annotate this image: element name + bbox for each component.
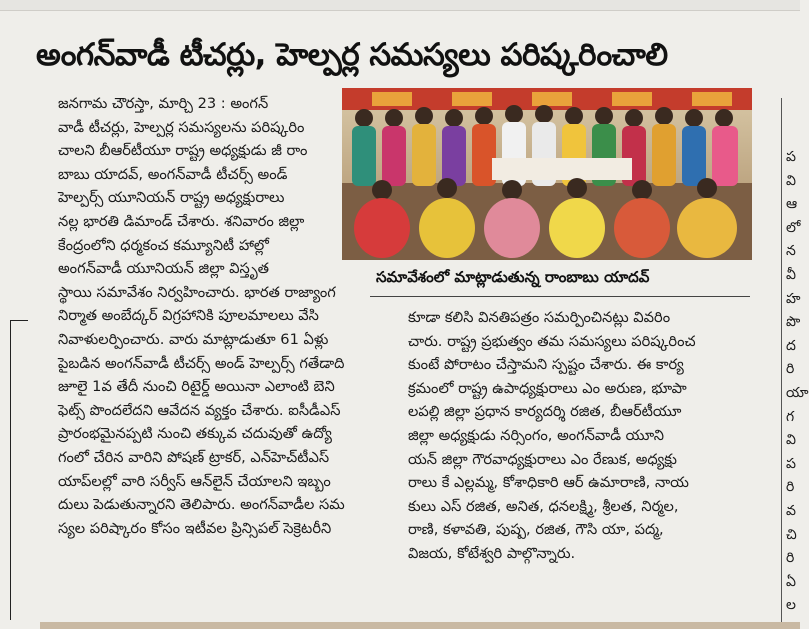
text-line: దులు పెడుతున్నారని తెలిపారు. అంగన్‌వాడీల సమ: [58, 496, 345, 514]
fragment-char: వి: [786, 172, 796, 189]
fragment-char: ల: [786, 597, 796, 614]
adjacent-article-fragment: [786, 146, 809, 626]
fragment-char: ప: [786, 455, 796, 472]
text-line: విజయ, కోటేశ్వరి పాల్గొన్నారు.: [408, 544, 576, 562]
fragment-char: వీ: [786, 266, 796, 283]
left-column-tick: [10, 320, 28, 321]
text-line: నల్ల భారతి డిమాండ్ చేశారు. శనివారం జిల్లా: [58, 212, 305, 230]
text-line: స్థాయి సమావేశం నిర్వహించారు. భారత రాజ్యాంగ: [58, 283, 336, 301]
text-line: జిల్లా అధ్యక్షుడు నర్సింగం, అంగన్‌వాడీ యూని: [408, 426, 664, 444]
caption-divider: [370, 296, 750, 297]
fragment-char: వి: [786, 432, 796, 449]
fragment-char: పొ: [786, 314, 801, 331]
fragment-char: ద: [786, 337, 796, 354]
right-column-rule: [781, 98, 782, 626]
fragment-char: ఏ: [786, 573, 796, 590]
text-line: లపల్లి జిల్లా ప్రధాన కార్యదర్శి రజిత, బీఆర్‌టీయూ: [408, 403, 682, 421]
fragment-char: చి: [786, 526, 797, 543]
text-line: జూలై 1వ తేదీ నుంచి రిటైర్డ్ అయినా ఎలాంటి బెని: [58, 378, 335, 396]
text-line: పైబడిన అంగన్‌వాడీ టీచర్స్ అండ్ హెల్పర్స్ గతేడాది: [58, 354, 345, 372]
text-line: జనగామ చౌరస్తా, మార్చి 23 : అంగన్: [58, 95, 269, 112]
text-line: యన్ జిల్లా గౌరవాధ్యక్షురాలు ఎం రేణుక, అధ్యక్షు: [408, 450, 677, 468]
text-line: కుంటే పోరాటం చేస్తామని స్పష్టం చేశారు. ఈ కార్య: [408, 356, 684, 374]
text-line: బాబు యాదవ్, అంగన్‌వాడీ టీచర్స్ అండ్: [58, 165, 288, 183]
text-line: రాణి, కళావతి, పుష్ప, రజిత, గౌసి యా, పద్మ,: [408, 521, 664, 539]
fragment-char: రి: [786, 479, 795, 496]
text-line: కులు ఎస్ రజిత, అనిత, ధనలక్ష్మి, శ్రీలత, నిర్మల,: [408, 497, 679, 515]
article-column-2: [408, 306, 768, 626]
left-column-rule: [10, 320, 11, 620]
fragment-char: వ: [786, 502, 796, 519]
text-line: యాప్‌లల్లో వారి సర్వీస్ ఆన్‌లైన్ చేయాలని ఇబ్బం: [58, 472, 331, 490]
fragment-char: ప: [786, 149, 796, 165]
text-line: ప్రారంభమైనప్పటి నుంచి తక్కువ చదువుతో ఉద్యో: [58, 425, 332, 443]
fragment-char: లో: [786, 219, 801, 236]
text-line: నివాళులర్పించారు. వారు మాట్లాడుతూ 61 ఏళ్లు: [58, 330, 329, 348]
fragment-char: హ: [786, 290, 801, 307]
fragment-char: రి: [786, 361, 795, 378]
text-line: స్యల పరిష్కారం కోసం ఇటీవల ప్రిన్సిపల్ సెక్రెటరీని: [58, 519, 332, 537]
text-line: క్రమంలో రాష్ట్ర ఉపాధ్యక్షురాలు ఎం అరుణ, భూపా: [408, 379, 687, 397]
next-article-strip: [40, 622, 800, 629]
text-line: నిర్మాత అంబేద్కర్ విగ్రహానికి పూలమాలలు వేసి: [58, 307, 319, 325]
fragment-char: రి: [786, 550, 795, 567]
text-line: చాలని బీఆర్‌టీయూ రాష్ట్ర అధ్యక్షుడు జీ రాం: [58, 142, 308, 160]
previous-article-strip: [0, 0, 800, 11]
photo-caption: సమావేశంలో మాట్లాడుతున్న రాంబాబు యాదవ్: [376, 268, 650, 286]
text-line: గంలో చేరిన వారిని పోషణ్ ట్రాకర్, ఎన్‌హెచ్‌టీఎస్: [58, 448, 330, 466]
text-line: కూడా కలిసి వినతిపత్రం సమర్పించినట్లు వివరిం: [408, 309, 671, 326]
meeting-photo: [342, 88, 752, 260]
text-line: హెల్పర్స్ యూనియన్ రాష్ట్ర అధ్యక్షురాలు: [58, 189, 285, 207]
text-line: కేంద్రంలోని ధర్మకంచ కమ్యూనిటీ హాల్లో: [58, 236, 269, 254]
text-line: వాడీ టీచర్లు, హెల్పర్ల సమస్యలను పరిష్కరిం: [58, 118, 305, 136]
fragment-char: యా: [786, 384, 809, 401]
fragment-char: గ: [786, 408, 795, 425]
headline: అంగన్‌వాడీ టీచర్లు, హెల్పర్ల సమస్యలు పరిష్కరించాలి: [36, 37, 668, 73]
fragment-char: ఆ: [786, 196, 798, 213]
text-line: చారు. రాష్ట్ర ప్రభుత్వం తమ సమస్యలు పరిష్కరించ: [408, 332, 696, 350]
meeting-photo-illustration: [342, 88, 752, 260]
text-line: రాలు కే ఎల్లమ్మ, కోశాధికారి ఆర్ ఉమారాణి, నాయ: [408, 474, 689, 492]
text-line: ఫెట్స్ పొందలేదని ఆవేదన వ్యక్తం చేశారు. ఐసీడీఎస్: [58, 401, 341, 419]
text-line: అంగన్‌వాడీ యూనియన్ జిల్లా విస్తృత: [58, 260, 270, 278]
fragment-char: న: [786, 243, 796, 260]
